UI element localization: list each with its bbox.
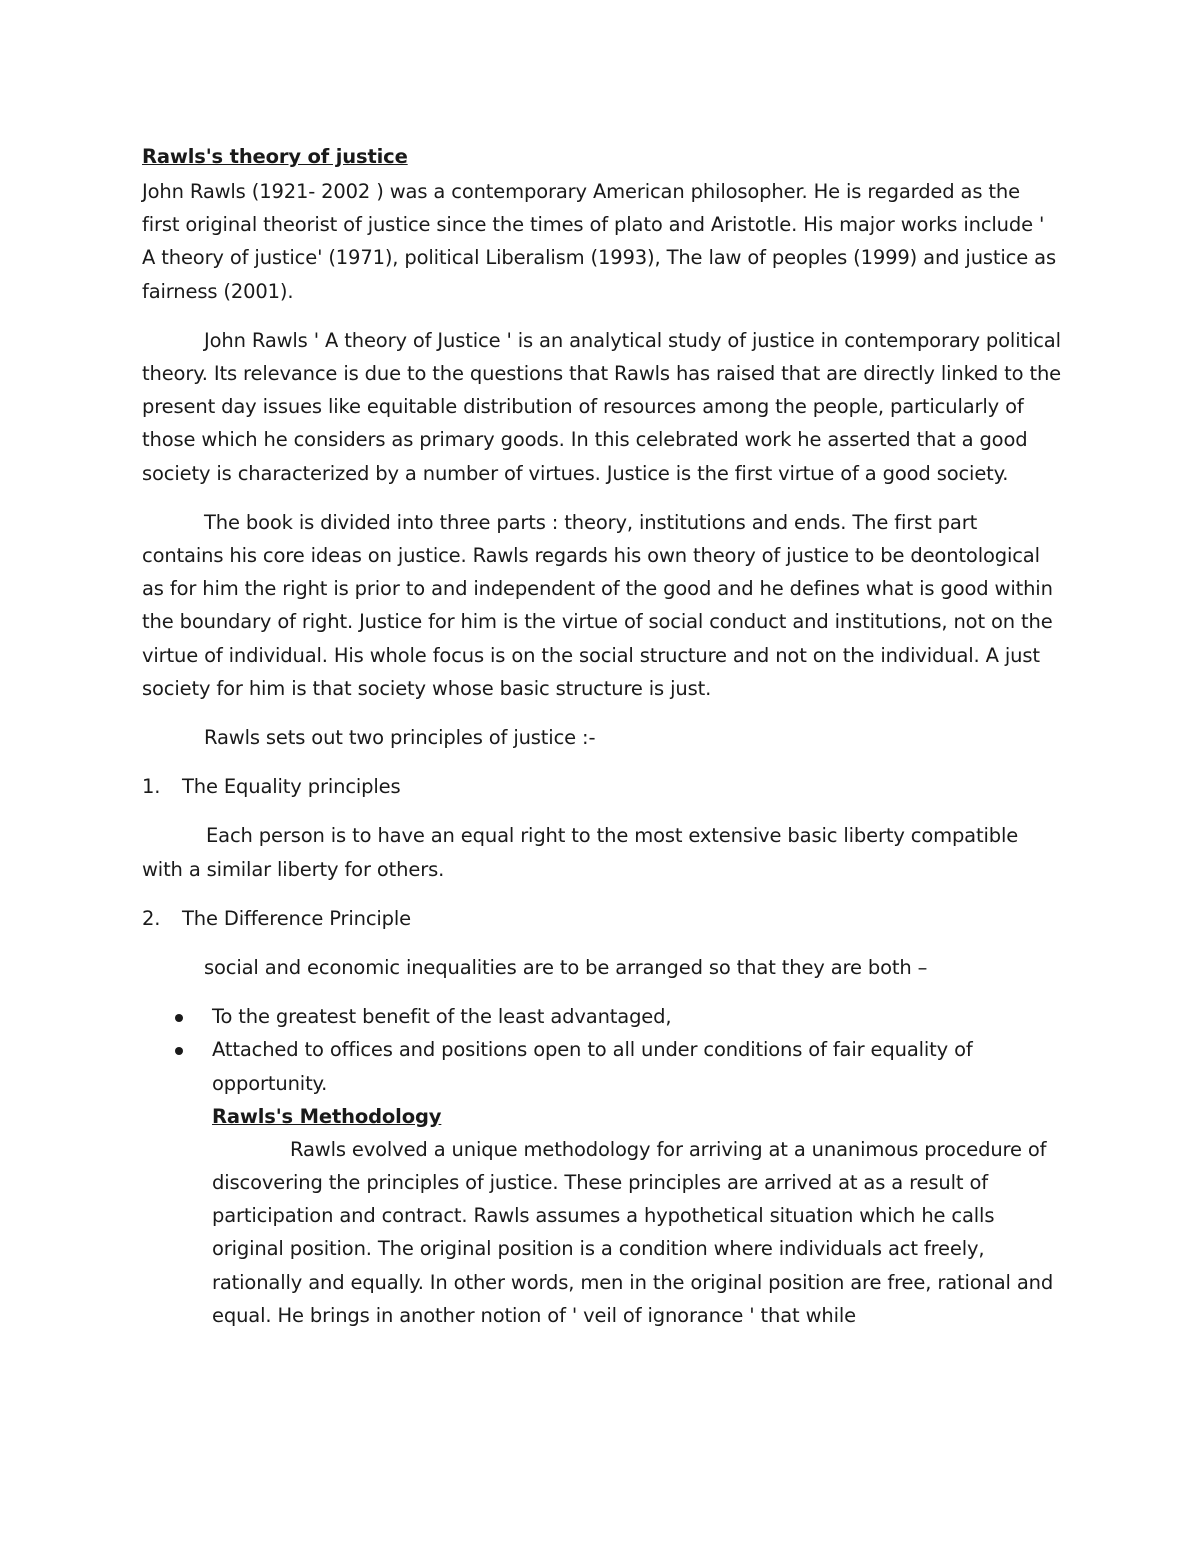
document-title: Rawls's theory of justice <box>142 145 408 168</box>
methodology-heading: Rawls's Methodology <box>212 1104 442 1128</box>
principle-number: 2. <box>142 906 161 930</box>
principle-text-1: Each person is to have an equal right to the most extensive basic liberty compatible with a similar liberty for others. <box>142 824 1019 881</box>
document-body <box>142 140 1062 1332</box>
principle-heading-2 <box>142 902 1062 935</box>
principle-name: The Difference Principle <box>182 906 412 930</box>
principle-text-2: social and economic inequalities are to be arranged so that they are both – <box>204 956 928 980</box>
methodology-text: Rawls evolved a unique methodology for arriving at a unanimous procedure of discovering the principles of justice. These principles are arrived at as a result of participation and contract. Rawls assumes a hypothetical situation which he calls original position. The original position is a condition where individuals act freely, rationally and equally. In other words, men in the original position are free, rational and equal. He brings in another notion of ' veil of ignorance ' that while <box>212 1137 1054 1327</box>
methodology-section <box>142 1100 1062 1332</box>
principles-intro: Rawls sets out two principles of justice :- <box>204 726 596 750</box>
list-item-text: To the greatest benefit of the least advantaged, <box>212 1005 672 1029</box>
list-item <box>142 1033 1062 1099</box>
paragraph-book-structure: The book is divided into three parts : theory, institutions and ends. The first part contains his core ideas on justice. Rawls regards his own theory of justice to be deontological as for him the right is prior to and independent of the good and he defines what is good within the boundary of right. Justice for him is the virtue of social conduct and institutions, not on the virtue of individual. His whole focus is on the social structure and not on the individual. A just society for him is that society whose basic structure is just. <box>142 510 1053 700</box>
paragraph-theory-overview: John Rawls ' A theory of Justice ' is an analytical study of justice in contemporary political theory. Its relevance is due to the questions that Rawls has raised that are directly linked to the present day issues like equitable distribution of resources among the people, particularly of those which he considers as primary goods. In this celebrated work he asserted that a good society is characterized by a number of virtues. Justice is the first virtue of a good society. <box>142 328 1062 485</box>
bullet-icon <box>175 1047 183 1055</box>
principle-name: The Equality principles <box>182 775 401 799</box>
list-item-text: Attached to offices and positions open to all under conditions of fair equality of opportunity. <box>212 1038 973 1095</box>
bullet-list <box>142 1000 1062 1100</box>
bullet-icon <box>175 1014 183 1022</box>
paragraph-intro: John Rawls (1921- 2002 ) was a contemporary American philosopher. He is regarded as the first original theorist of justice since the times of plato and Aristotle. His major works include ' A theory of justice' (1971), political Liberalism (1993), The law of peoples (1999) and justice as fairness (2001). <box>142 180 1056 303</box>
principle-number: 1. <box>142 775 161 799</box>
list-item <box>142 1000 1062 1033</box>
principle-heading-1 <box>142 770 1062 803</box>
